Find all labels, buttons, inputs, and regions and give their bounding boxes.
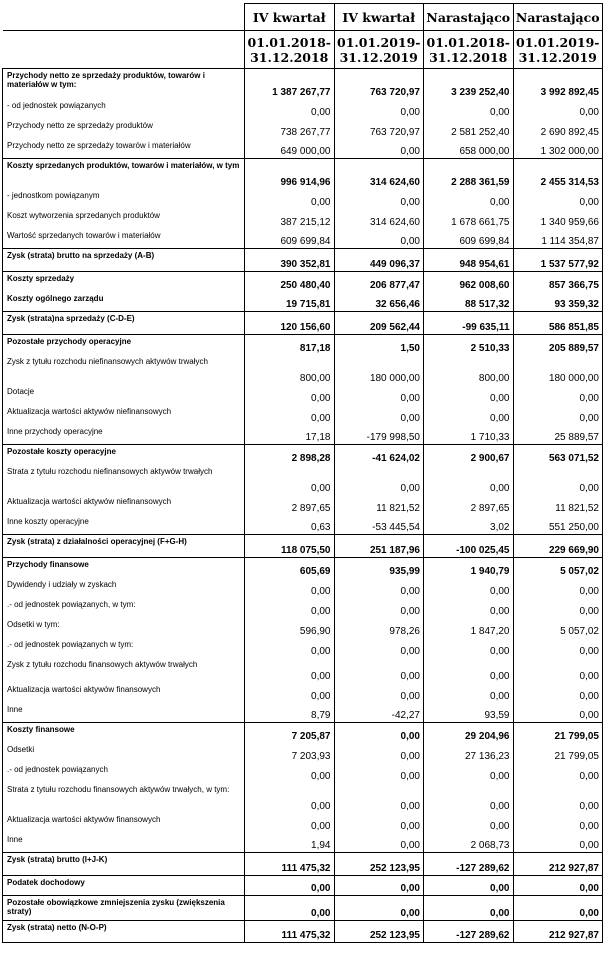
row-value: 0,00 — [334, 896, 424, 921]
row-value: 0,00 — [245, 638, 335, 658]
row-label: Zysk (strata)na sprzedaży (C-D-E) — [3, 312, 245, 335]
row-label: Przychody finansowe — [3, 558, 245, 578]
row-label: Zysk z tytułu rozchodu finansowych aktywów trwałych — [3, 658, 245, 683]
table-row — [3, 159, 603, 189]
row-label: Podatek dochodowy — [3, 876, 245, 896]
row-label: Przychody netto ze sprzedaży produktów — [3, 119, 245, 139]
row-value: 1 114 354,87 — [513, 229, 603, 249]
row-label: Pozostałe koszty operacyjne — [3, 445, 245, 465]
row-value: 5 057,02 — [513, 618, 603, 638]
row-value: 0,00 — [513, 465, 603, 495]
table-row — [3, 813, 603, 833]
row-value: 2 581 252,40 — [424, 119, 514, 139]
period-end: 31.12.2018 — [429, 49, 508, 65]
table-row — [3, 209, 603, 229]
row-value: 0,00 — [513, 763, 603, 783]
period-end: 31.12.2018 — [250, 49, 329, 65]
table-row — [3, 921, 603, 943]
row-value: 0,00 — [334, 743, 424, 763]
period-end: 31.12.2019 — [339, 49, 418, 65]
table-row — [3, 312, 603, 335]
table-row — [3, 833, 603, 853]
row-value: 25 889,57 — [513, 425, 603, 445]
row-value: 449 096,37 — [334, 249, 424, 272]
row-value: 0,00 — [424, 783, 514, 813]
row-value: 0,00 — [334, 139, 424, 159]
income-statement-table — [2, 3, 603, 943]
row-value: 29 204,96 — [424, 723, 514, 743]
row-value: -127 289,62 — [424, 921, 514, 943]
row-value: 0,00 — [513, 783, 603, 813]
row-value: 111 475,32 — [245, 921, 335, 943]
table-row — [3, 598, 603, 618]
row-label: Przychody netto ze sprzedaży towarów i materiałów — [3, 139, 245, 159]
row-value: 0,00 — [245, 896, 335, 921]
row-value: 27 136,23 — [424, 743, 514, 763]
row-value: 212 927,87 — [513, 853, 603, 876]
row-value: 3 992 892,45 — [513, 69, 603, 99]
row-value: 2 690 892,45 — [513, 119, 603, 139]
row-value: 0,63 — [245, 515, 335, 535]
row-value: 0,00 — [245, 783, 335, 813]
row-label: .- od jednostek powiązanych — [3, 763, 245, 783]
row-value: 948 954,61 — [424, 249, 514, 272]
table-row — [3, 69, 603, 99]
row-value: 596,90 — [245, 618, 335, 638]
row-value: 0,00 — [424, 876, 514, 896]
row-value: 0,00 — [513, 813, 603, 833]
table-row — [3, 783, 603, 813]
table-row — [3, 272, 603, 292]
row-value: 0,00 — [334, 813, 424, 833]
row-value: 314 624,60 — [334, 159, 424, 189]
table-row — [3, 292, 603, 312]
row-value: 1 340 959,66 — [513, 209, 603, 229]
row-label: Koszty sprzedaży — [3, 272, 245, 292]
row-value: 962 008,60 — [424, 272, 514, 292]
row-value: 2 897,65 — [424, 495, 514, 515]
row-value: -99 635,11 — [424, 312, 514, 335]
period-start: 01.01.2018- — [247, 34, 331, 50]
row-value: 7 203,93 — [245, 743, 335, 763]
row-value: 180 000,00 — [513, 355, 603, 385]
row-value: 551 250,00 — [513, 515, 603, 535]
row-value: 3 239 252,40 — [424, 69, 514, 99]
row-label: Inne — [3, 833, 245, 853]
row-value: 2 288 361,59 — [424, 159, 514, 189]
row-value: 0,00 — [513, 703, 603, 723]
table-row — [3, 853, 603, 876]
table-row — [3, 229, 603, 249]
row-value: 0,00 — [513, 189, 603, 209]
row-value: 1 710,33 — [424, 425, 514, 445]
period-start: 01.01.2019- — [337, 34, 421, 50]
row-value: 0,00 — [334, 229, 424, 249]
table-row — [3, 876, 603, 896]
row-value: 250 480,40 — [245, 272, 335, 292]
row-value: 205 889,57 — [513, 335, 603, 355]
row-value: 0,00 — [424, 638, 514, 658]
table-row — [3, 495, 603, 515]
row-label: Inne koszty operacyjne — [3, 515, 245, 535]
row-value: 0,00 — [424, 99, 514, 119]
header-corner — [3, 31, 245, 69]
row-label: Wartość sprzedanych towarów i materiałów — [3, 229, 245, 249]
row-value: 0,00 — [245, 99, 335, 119]
row-label: .- od jednostek powiązanych, w tym: — [3, 598, 245, 618]
row-value: 0,00 — [513, 598, 603, 618]
row-value: 0,00 — [245, 385, 335, 405]
row-label: Przychody netto ze sprzedaży produktów, towarów i materiałów w tym: — [3, 69, 245, 99]
row-value: 0,00 — [334, 783, 424, 813]
table-row — [3, 385, 603, 405]
row-value: 978,26 — [334, 618, 424, 638]
row-label: Koszty sprzedanych produktów, towarów i materiałów, w tym — [3, 159, 245, 189]
table-row — [3, 763, 603, 783]
row-value: 763 720,97 — [334, 69, 424, 99]
row-value: 0,00 — [513, 896, 603, 921]
row-label: Aktualizacja wartości aktywów finansowych — [3, 683, 245, 703]
row-label: .- od jednostek powiązanych w tym: — [3, 638, 245, 658]
row-value: 0,00 — [334, 99, 424, 119]
row-value: 0,00 — [513, 683, 603, 703]
row-label: Strata z tytułu rozchodu niefinansowych aktywów trwałych — [3, 465, 245, 495]
row-value: 0,00 — [334, 876, 424, 896]
row-value: 387 215,12 — [245, 209, 335, 229]
row-value: 0,00 — [334, 658, 424, 683]
row-value: 93,59 — [424, 703, 514, 723]
row-label: Pozostałe przychody operacyjne — [3, 335, 245, 355]
column-period — [245, 31, 335, 69]
row-value: 1,94 — [245, 833, 335, 853]
row-value: 3,02 — [424, 515, 514, 535]
row-label: Zysk z tytułu rozchodu niefinansowych aktywów trwałych — [3, 355, 245, 385]
row-value: 0,00 — [424, 683, 514, 703]
row-label: Odsetki w tym: — [3, 618, 245, 638]
row-value: 118 075,50 — [245, 535, 335, 558]
row-value: 0,00 — [513, 658, 603, 683]
row-label: Zysk (strata) z działalności operacyjnej (F+G-H) — [3, 535, 245, 558]
row-value: 1,50 — [334, 335, 424, 355]
row-value: 0,00 — [245, 763, 335, 783]
row-label: Zysk (strata) brutto na sprzedaży (A-B) — [3, 249, 245, 272]
row-value: 996 914,96 — [245, 159, 335, 189]
row-value: 2 455 314,53 — [513, 159, 603, 189]
column-period — [513, 31, 603, 69]
row-label: Dotacje — [3, 385, 245, 405]
row-value: 21 799,05 — [513, 723, 603, 743]
row-value: 88 517,32 — [424, 292, 514, 312]
row-label: Aktualizacja wartości aktywów niefinansowych — [3, 405, 245, 425]
row-label: Aktualizacja wartości aktywów finansowych — [3, 813, 245, 833]
row-value: 2 510,33 — [424, 335, 514, 355]
table-row — [3, 703, 603, 723]
row-value: -100 025,45 — [424, 535, 514, 558]
row-value: 0,00 — [513, 876, 603, 896]
row-value: 2 898,28 — [245, 445, 335, 465]
table-row — [3, 638, 603, 658]
row-value: 0,00 — [245, 405, 335, 425]
row-value: 0,00 — [334, 598, 424, 618]
row-value: 8,79 — [245, 703, 335, 723]
column-title: Narastająco — [513, 4, 603, 31]
table-row — [3, 139, 603, 159]
row-value: 857 366,75 — [513, 272, 603, 292]
row-value: 0,00 — [424, 658, 514, 683]
row-value: 0,00 — [513, 405, 603, 425]
table-row — [3, 896, 603, 921]
table-row — [3, 355, 603, 385]
row-value: -127 289,62 — [424, 853, 514, 876]
row-value: 0,00 — [424, 763, 514, 783]
row-value: 800,00 — [424, 355, 514, 385]
row-label: Koszty finansowe — [3, 723, 245, 743]
row-value: 11 821,52 — [334, 495, 424, 515]
row-value: 7 205,87 — [245, 723, 335, 743]
row-value: 1 537 577,92 — [513, 249, 603, 272]
period-start: 01.01.2019- — [516, 34, 600, 50]
row-value: 251 187,96 — [334, 535, 424, 558]
row-value: 314 624,60 — [334, 209, 424, 229]
row-value: 649 000,00 — [245, 139, 335, 159]
row-value: 390 352,81 — [245, 249, 335, 272]
row-value: -179 998,50 — [334, 425, 424, 445]
row-value: 0,00 — [334, 833, 424, 853]
column-period — [424, 31, 514, 69]
row-label: Dywidendy i udziały w zyskach — [3, 578, 245, 598]
table-row — [3, 658, 603, 683]
row-value: 2 068,73 — [424, 833, 514, 853]
row-value: 11 821,52 — [513, 495, 603, 515]
table-row — [3, 189, 603, 209]
table-row — [3, 535, 603, 558]
table-row — [3, 405, 603, 425]
row-value: 209 562,44 — [334, 312, 424, 335]
row-value: 1 940,79 — [424, 558, 514, 578]
row-value: 93 359,32 — [513, 292, 603, 312]
period-start: 01.01.2018- — [426, 34, 510, 50]
row-value: 206 877,47 — [334, 272, 424, 292]
row-value: 252 123,95 — [334, 853, 424, 876]
row-value: 0,00 — [334, 405, 424, 425]
row-value: 0,00 — [513, 833, 603, 853]
row-value: 563 071,52 — [513, 445, 603, 465]
row-value: 738 267,77 — [245, 119, 335, 139]
row-value: 0,00 — [424, 189, 514, 209]
header-period-row — [3, 31, 603, 69]
row-value: 605,69 — [245, 558, 335, 578]
row-value: 0,00 — [424, 385, 514, 405]
row-value: 586 851,85 — [513, 312, 603, 335]
row-label: - jednostkom powiązanym — [3, 189, 245, 209]
table-row — [3, 425, 603, 445]
row-value: 609 699,84 — [424, 229, 514, 249]
row-value: 0,00 — [424, 465, 514, 495]
row-value: 17,18 — [245, 425, 335, 445]
row-value: 0,00 — [245, 578, 335, 598]
row-value: 5 057,02 — [513, 558, 603, 578]
table-row — [3, 335, 603, 355]
row-value: 0,00 — [245, 465, 335, 495]
row-value: 32 656,46 — [334, 292, 424, 312]
row-value: 0,00 — [334, 465, 424, 495]
row-label: Strata z tytułu rozchodu finansowych aktywów trwałych, w tym: — [3, 783, 245, 813]
table-row — [3, 578, 603, 598]
table-row — [3, 445, 603, 465]
row-label: Zysk (strata) brutto (I+J-K) — [3, 853, 245, 876]
row-value: 0,00 — [334, 683, 424, 703]
column-period — [334, 31, 424, 69]
row-value: 0,00 — [334, 385, 424, 405]
row-value: 252 123,95 — [334, 921, 424, 943]
row-label: Koszty ogólnego zarządu — [3, 292, 245, 312]
row-value: 21 799,05 — [513, 743, 603, 763]
row-value: 0,00 — [424, 813, 514, 833]
row-value: 0,00 — [245, 189, 335, 209]
table-row — [3, 249, 603, 272]
row-value: 1 847,20 — [424, 618, 514, 638]
row-value: 1 678 661,75 — [424, 209, 514, 229]
row-value: 0,00 — [513, 638, 603, 658]
row-value: 0,00 — [424, 405, 514, 425]
row-value: 935,99 — [334, 558, 424, 578]
row-value: 2 897,65 — [245, 495, 335, 515]
row-value: 19 715,81 — [245, 292, 335, 312]
table-row — [3, 683, 603, 703]
table-row — [3, 465, 603, 495]
row-value: 0,00 — [424, 578, 514, 598]
row-label: Aktualizacja wartości aktywów niefinansowych — [3, 495, 245, 515]
row-value: 0,00 — [334, 638, 424, 658]
row-value: 111 475,32 — [245, 853, 335, 876]
row-label: - od jednostek powiązanych — [3, 99, 245, 119]
row-value: 0,00 — [245, 658, 335, 683]
row-value: 817,18 — [245, 335, 335, 355]
row-value: 0,00 — [513, 578, 603, 598]
row-value: 658 000,00 — [424, 139, 514, 159]
row-label: Koszt wytworzenia sprzedanych produktów — [3, 209, 245, 229]
table-row — [3, 618, 603, 638]
row-label: Zysk (strata) netto (N-O-P) — [3, 921, 245, 943]
row-value: 180 000,00 — [334, 355, 424, 385]
row-label: Inne — [3, 703, 245, 723]
row-value: 120 156,60 — [245, 312, 335, 335]
table-row — [3, 558, 603, 578]
row-value: 212 927,87 — [513, 921, 603, 943]
row-value: 229 669,90 — [513, 535, 603, 558]
row-value: 609 699,84 — [245, 229, 335, 249]
row-value: 0,00 — [513, 385, 603, 405]
row-value: -42,27 — [334, 703, 424, 723]
column-title: IV kwartał — [334, 4, 424, 31]
row-label: Pozostałe obowiązkowe zmniejszenia zysku (zwiększenia straty) — [3, 896, 245, 921]
period-end: 31.12.2019 — [518, 49, 597, 65]
row-label: Odsetki — [3, 743, 245, 763]
row-value: -53 445,54 — [334, 515, 424, 535]
row-value: 800,00 — [245, 355, 335, 385]
row-value: 0,00 — [245, 876, 335, 896]
header-corner — [3, 4, 245, 31]
row-value: 1 387 267,77 — [245, 69, 335, 99]
row-value: 2 900,67 — [424, 445, 514, 465]
header-title-row — [3, 4, 603, 31]
column-title: Narastająco — [424, 4, 514, 31]
row-value: 763 720,97 — [334, 119, 424, 139]
table-row — [3, 723, 603, 743]
row-value: -41 624,02 — [334, 445, 424, 465]
row-value: 0,00 — [334, 723, 424, 743]
row-value: 0,00 — [334, 578, 424, 598]
row-value: 1 302 000,00 — [513, 139, 603, 159]
row-value: 0,00 — [245, 813, 335, 833]
row-value: 0,00 — [245, 598, 335, 618]
table-row — [3, 119, 603, 139]
row-value: 0,00 — [334, 763, 424, 783]
row-label: Inne przychody operacyjne — [3, 425, 245, 445]
row-value: 0,00 — [424, 598, 514, 618]
row-value: 0,00 — [334, 189, 424, 209]
table-row — [3, 99, 603, 119]
row-value: 0,00 — [513, 99, 603, 119]
row-value: 0,00 — [424, 896, 514, 921]
row-value: 0,00 — [245, 683, 335, 703]
column-title: IV kwartał — [245, 4, 335, 31]
table-row — [3, 743, 603, 763]
table-row — [3, 515, 603, 535]
